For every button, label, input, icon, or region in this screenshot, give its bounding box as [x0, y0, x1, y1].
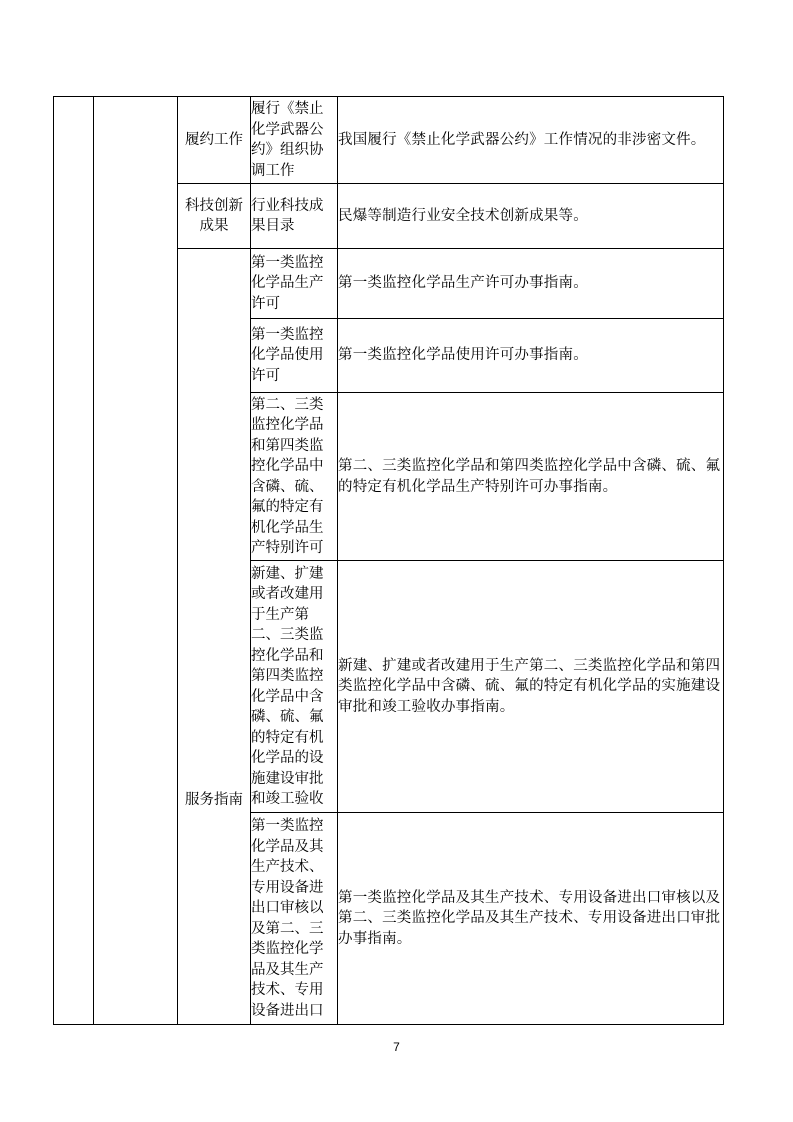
- category-cell: 履约工作: [178, 97, 251, 184]
- table-row: [54, 97, 724, 184]
- item-cell: 第二、三类监控化学品和第四类监控化学品中含磷、硫、氟的特定有机化学品生产特别许可: [251, 393, 338, 561]
- content-cell: 民爆等制造行业安全技术创新成果等。: [338, 184, 724, 249]
- item-cell: 第一类监控化学品及其生产技术、专用设备进出口审核以及第二、三类监控化学品及其生产技术、专用设备进出口: [251, 813, 338, 1025]
- catalog-table: [53, 96, 724, 1025]
- category-cell: 服务指南: [178, 249, 251, 1025]
- item-cell: 新建、扩建或者改建用于生产第二、三类监控化学品和第四类监控化学品中含磷、硫、氟的特定有机化学品的设施建设审批和竣工验收: [251, 561, 338, 813]
- content-cell: 第一类监控化学品及其生产技术、专用设备进出口审核以及第二、三类监控化学品及其生产技术、专用设备进出口审批办事指南。: [338, 813, 724, 1025]
- content-cell: 第一类监控化学品生产许可办事指南。: [338, 249, 724, 319]
- blank-column-1: [54, 97, 94, 1025]
- content-cell: 第一类监控化学品使用许可办事指南。: [338, 319, 724, 393]
- blank-column-2: [94, 97, 178, 1025]
- page-number: 7: [393, 1040, 400, 1054]
- item-cell: 行业科技成果目录: [251, 184, 338, 249]
- category-cell: 科技创新成果: [178, 184, 251, 249]
- content-cell: 第二、三类监控化学品和第四类监控化学品中含磷、硫、氟的特定有机化学品生产特别许可办事指南。: [338, 393, 724, 561]
- item-cell: 第一类监控化学品使用许可: [251, 319, 338, 393]
- content-cell: 新建、扩建或者改建用于生产第二、三类监控化学品和第四类监控化学品中含磷、硫、氟的特定有机化学品的实施建设审批和竣工验收办事指南。: [338, 561, 724, 813]
- item-cell: 第一类监控化学品生产许可: [251, 249, 338, 319]
- content-cell: 我国履行《禁止化学武器公约》工作情况的非涉密文件。: [338, 97, 724, 184]
- item-cell: 履行《禁止化学武器公约》组织协调工作: [251, 97, 338, 184]
